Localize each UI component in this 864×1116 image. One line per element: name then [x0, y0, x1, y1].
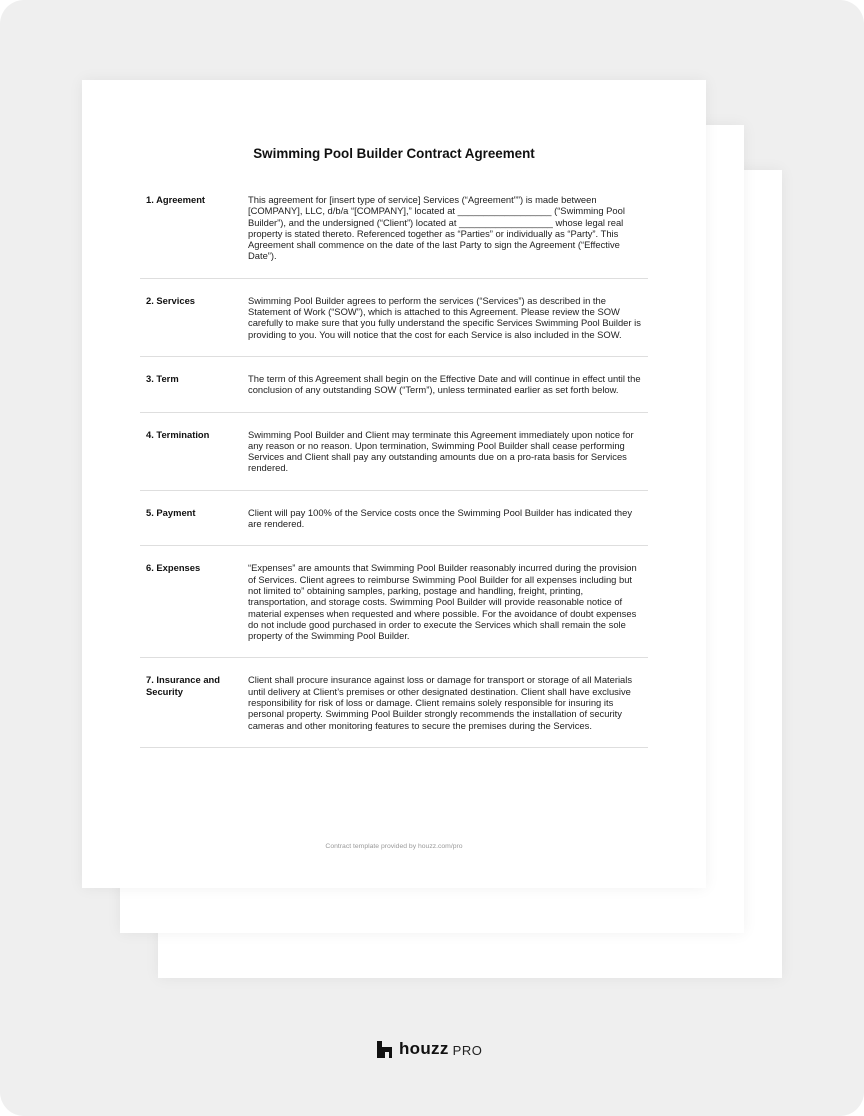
section-agreement	[140, 194, 648, 279]
section-body: Swimming Pool Builder agrees to perform the services (“Services”) as described in the Statement of Work (“SOW”), which is attached to this Agreement. Please review the SOW carefully to make sure that you fully understand the specific Services Swimming Pool Builder is providing to you. You will notice that the cost for each Service is also included in the SOW.	[248, 294, 641, 340]
section-expenses	[140, 562, 648, 658]
section-insurance-and-security	[140, 674, 648, 747]
section-payment	[140, 507, 648, 547]
brand-name: houzz	[399, 1039, 449, 1058]
section-label: 4. Termination	[146, 428, 210, 440]
section-body: Client will pay 100% of the Service costs once the Swimming Pool Builder has indicated they are rendered.	[248, 506, 633, 530]
document-page	[82, 80, 706, 888]
section-label: 2. Services	[146, 294, 195, 306]
section-label: 5. Payment	[146, 506, 196, 518]
footer-note: Contract template provided by houzz.com/pro	[325, 843, 463, 850]
section-body: The term of this Agreement shall begin on the Effective Date and will continue in effect until the conclusion of any outstanding SOW (“Term”), unless terminated earlier as set forth below.	[248, 372, 641, 396]
section-body: This agreement for [insert type of service] Services (“Agreement””) is made between [COMPANY], LLC, d/b/a “[COMPANY],” located at __________________ (“Swimming Pool Builder”), and the undersigned (“Client”) located at __________________ whose legal real property is stated thereto. Referenced together as “Parties” or individually as “Party”. This Agreement shall commence on the date of the last Party to sign the Agreement (“Effective Date”).	[248, 194, 625, 262]
brand-suffix: PRO	[452, 1042, 483, 1058]
section-services	[140, 295, 648, 357]
section-label: 3. Term	[146, 372, 179, 384]
section-label: 7. Insurance and Security	[146, 674, 220, 697]
section-term	[140, 373, 648, 413]
section-termination	[140, 429, 648, 491]
houzz-pro-logo	[377, 1038, 482, 1060]
document-title: Swimming Pool Builder Contract Agreement	[253, 146, 535, 161]
section-label: 1. Agreement	[146, 194, 206, 205]
section-label: 6. Expenses	[146, 562, 201, 574]
houzz-logo-icon	[377, 1041, 392, 1058]
section-body: Client shall procure insurance against loss or damage for transport or storage of all Materials until delivery at Client’s premises or other designated destination. Client shall have exclusive responsibility for risk of loss or damage. Client remains solely responsible for insuring its personal property. Swimming Pool Builder strongly recommends the installation of security cameras and other monitoring features to secure the premises during the Services.	[248, 674, 633, 731]
section-body: “Expenses” are amounts that Swimming Pool Builder reasonably incurred during the provision of Services. Client agrees to reimburse Swimming Pool Builder for all expenses including but not limited to” obtaining samples, parking, postage and handling, freight, printing, transportation, and storage costs. Swimming Pool Builder will provide reasonable notice of material expenses when requested and where possible. For the avoidance of doubt expenses do not include good purchased in order to execute the Services which shall remain the sole property of the Swimming Pool Builder.	[248, 562, 637, 642]
contract-sections	[140, 194, 648, 764]
section-body: Swimming Pool Builder and Client may terminate this Agreement immediately upon notice for any reason or no reason. Upon termination, Swimming Pool Builder shall cease performing Services and Client shall pay any outstanding amounts due on a pro-rata basis for Services rendered.	[248, 428, 634, 474]
